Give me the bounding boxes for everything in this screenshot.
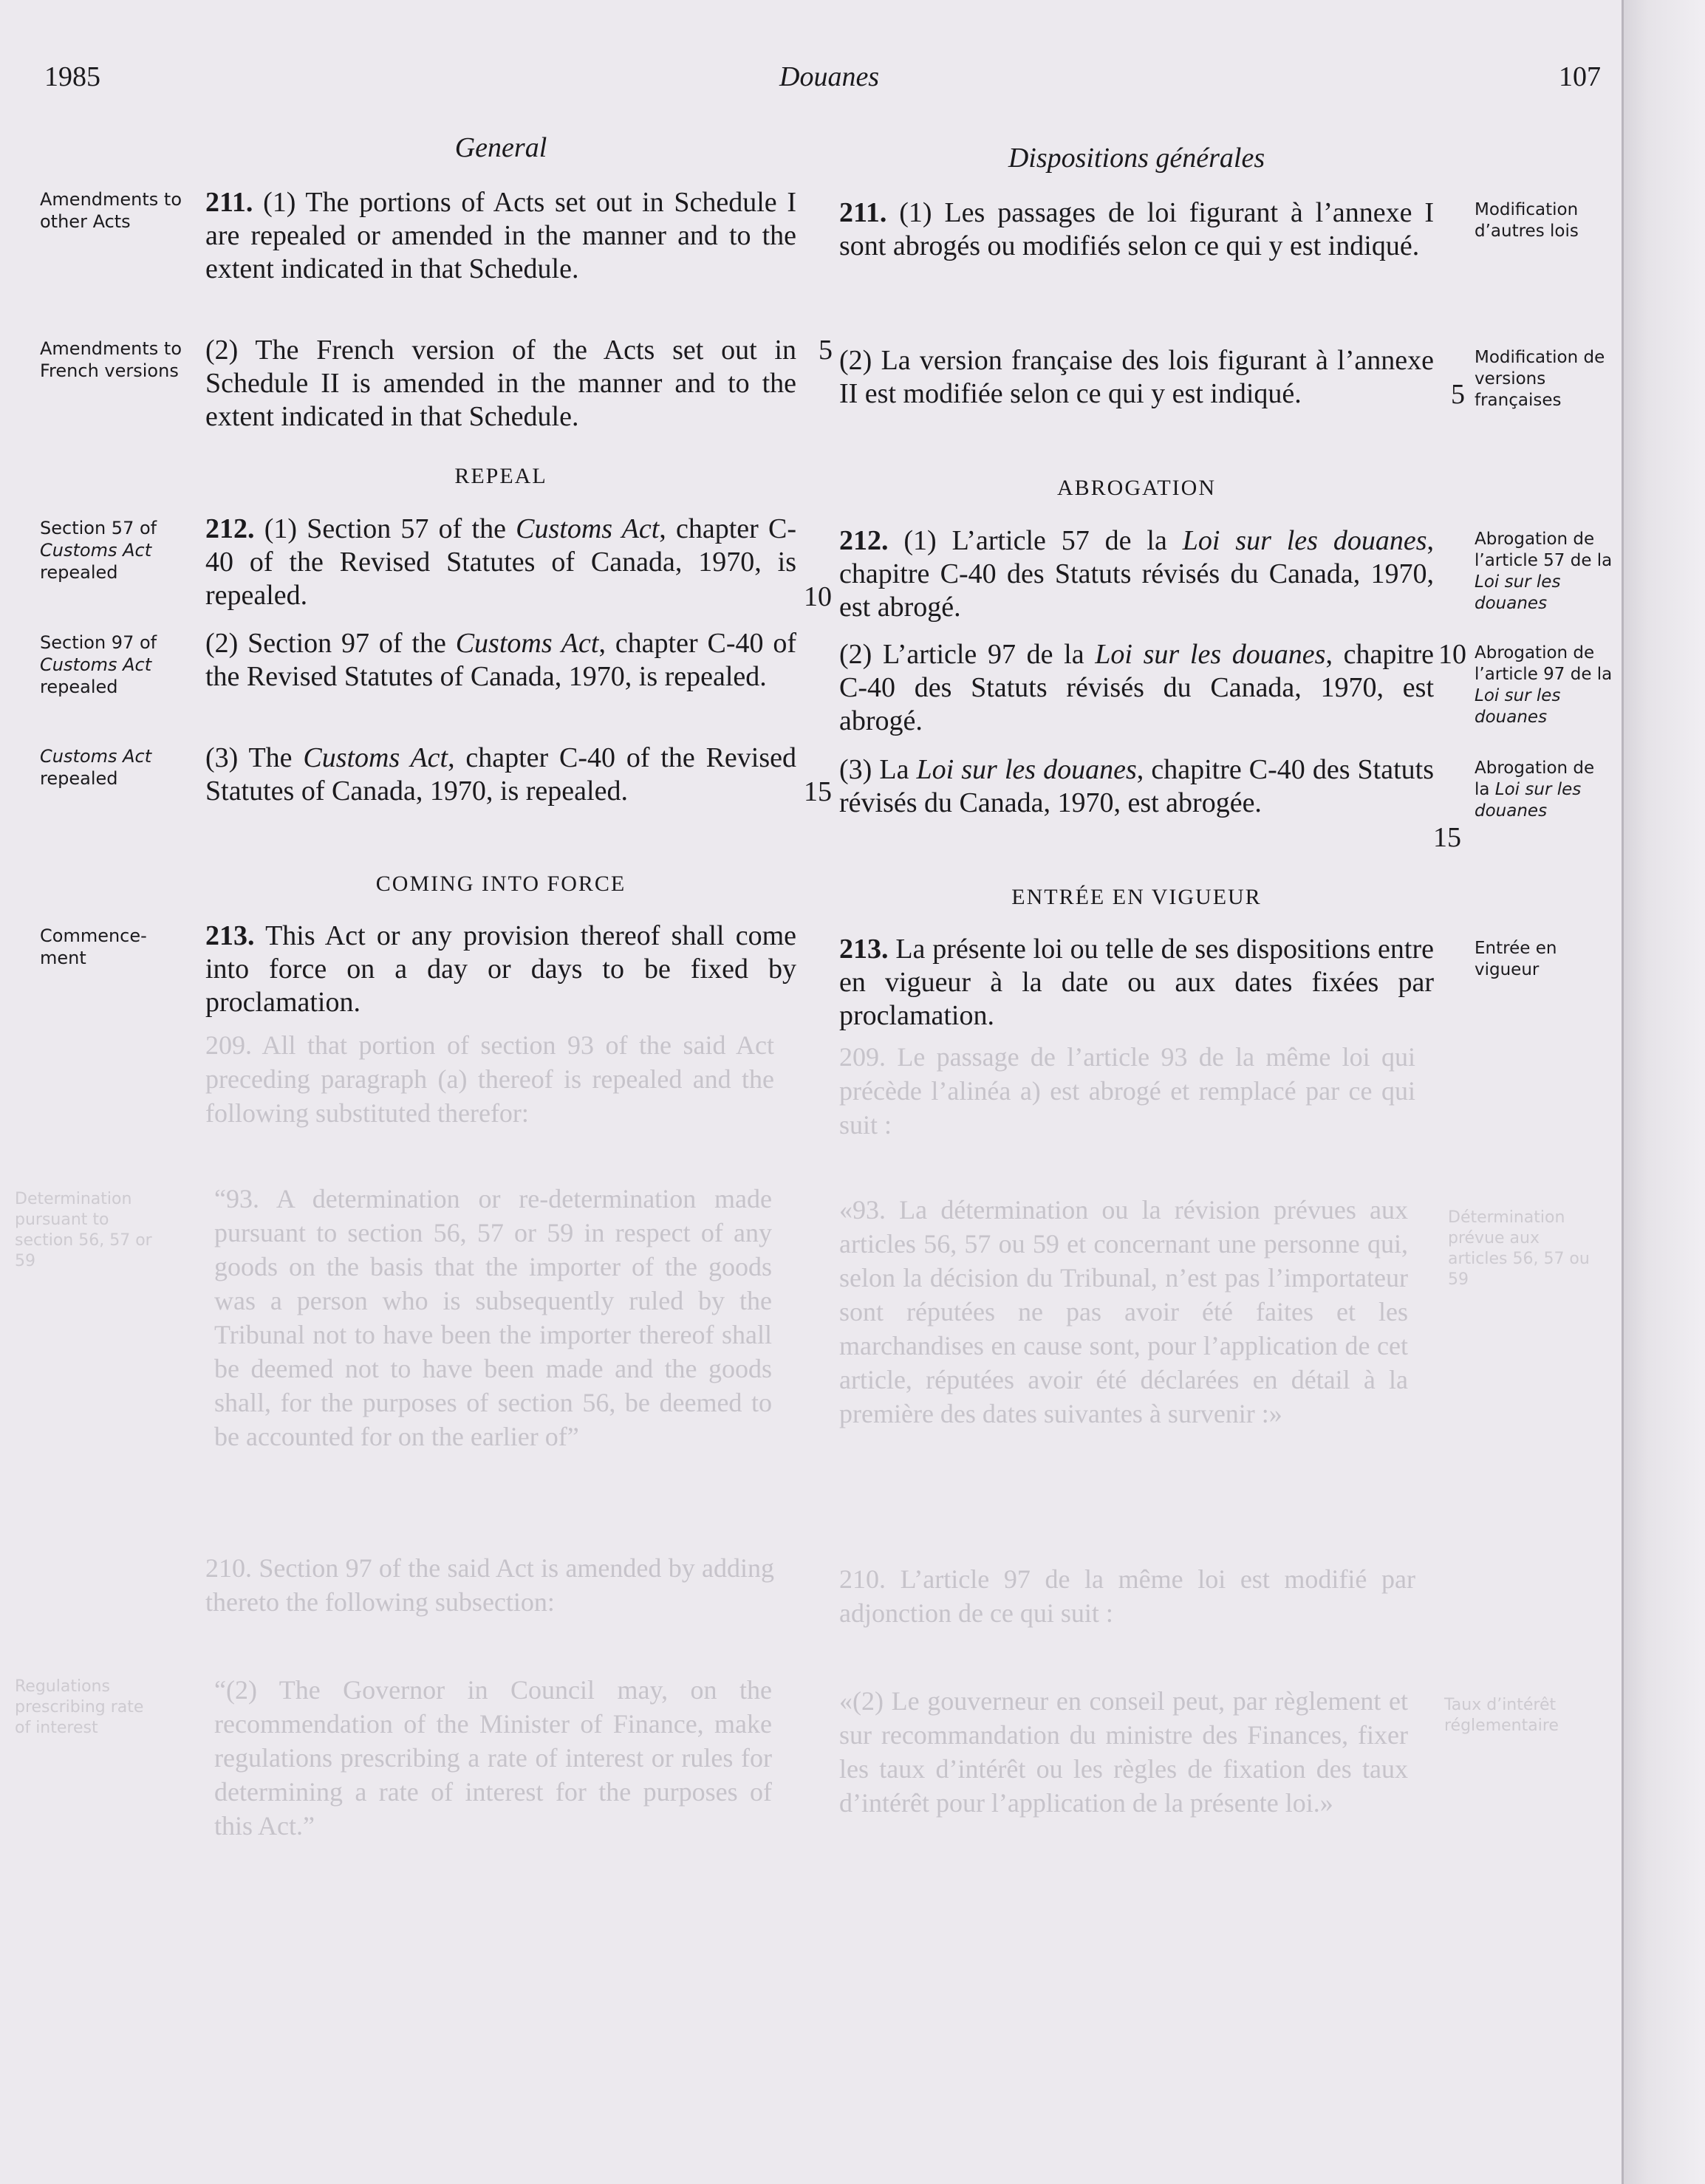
- section-212-3-fr: (3) La Loi sur les douanes, chapitre C-40 des Statuts révisés du Canada, 1970, est abrogée.: [839, 754, 1434, 818]
- general-heading-en: General: [454, 132, 547, 163]
- facing-page-edge: [1622, 0, 1705, 2184]
- show-through-fr-93: «93. La détermination ou la révision prévues aux articles 56, 57 ou 59 et concernant une personne qui, selon la décision du Tribunal, n’est pas l’importateur sont réputées ne pas avoir été faites et les marchandises en cause sont, pour l’application de cet article, réputées avoir été déclarées en détail à la première des dates suivantes à survenir :»: [839, 1195, 1408, 1428]
- line-number-fr-10: 10: [1438, 639, 1466, 670]
- section-212-2-en: (2) Section 97 of the Customs Act, chapter C-40 of the Revised Statutes of Canada, 1970, is repealed.: [205, 628, 797, 692]
- line-number-en-10: 10: [804, 581, 832, 612]
- show-through-note-en-1: Determination pursuant to section 56, 57 or 59: [15, 1190, 152, 1270]
- marginal-note-fr-entree-vigueur: Entrée en vigueur: [1475, 939, 1557, 979]
- coming-into-force-heading-en: COMING INTO FORCE: [375, 872, 626, 896]
- section-211-1-en: 211. (1) The portions of Acts set out in Schedule I are repealed or amended in the manner and to the extent indicated in that Schedule.: [205, 187, 796, 284]
- line-number-en-15: 15: [804, 776, 832, 807]
- header-page-number: 107: [1559, 61, 1601, 92]
- marginal-note-fr-modification-autres: Modification d’autres lois: [1475, 200, 1579, 241]
- marginal-note-fr-modification-versions: Modification de versions françaises: [1475, 348, 1605, 410]
- section-211-2-en: (2) The French version of the Acts set out in Schedule II is amended in the manner and to the extent indicated in that Schedule.: [205, 335, 796, 432]
- marginal-note-fr-article-97: Abrogation de l’article 97 de la Loi sur les douanes: [1475, 643, 1613, 727]
- show-through-note-en-2: Regulations prescribing rate of interest: [15, 1677, 144, 1737]
- show-through-fr-2: «(2) Le gouverneur en conseil peut, par règlement et sur recommandation du ministre des Finances, fixer les taux d’intérêt ou les règles de fixation des taux d’intérêt pour l’application de la présente loi.»: [839, 1686, 1408, 1818]
- general-heading-fr: Dispositions générales: [1008, 143, 1265, 174]
- marginal-note-fr-article-57: Abrogation de l’article 57 de la Loi sur les douanes: [1475, 530, 1613, 613]
- coming-into-force-heading-fr: ENTRÉE EN VIGUEUR: [1011, 885, 1262, 909]
- show-through-en-210: 210. Section 97 of the said Act is amended by adding thereto the following subsection:: [205, 1553, 774, 1617]
- repeal-heading-en: REPEAL: [454, 464, 547, 488]
- show-through-note-fr-2: Taux d’intérêt réglementaire: [1444, 1696, 1559, 1735]
- marginal-note-fr-loi-douanes: Abrogation de la Loi sur les douanes: [1475, 759, 1595, 821]
- section-213-en: 213. This Act or any provision thereof shall come into force on a day or days to be fixed by proclamation.: [205, 920, 796, 1018]
- show-through-en-2: “(2) The Governor in Council may, on the recommendation of the Minister of Finance, make regulations prescribing a rate of interest or rules for determining a rate of interest for the purposes of this Act.”: [214, 1675, 772, 1841]
- marginal-note-en-customs-act: Customs Act repealed: [40, 746, 152, 789]
- section-212-3-en: (3) The Customs Act, chapter C-40 of the Revised Statutes of Canada, 1970, is repealed.: [205, 742, 797, 807]
- section-212-2-fr: (2) L’article 97 de la Loi sur les douanes, chapitre C-40 des Statuts révisés du Canada, 1970, est abrogé.: [839, 639, 1434, 736]
- header-title: Douanes: [779, 61, 880, 92]
- section-213-fr: 213. La présente loi ou telle de ses dispositions entre en vigueur à la date ou aux dates fixées par proclamation.: [839, 934, 1434, 1031]
- show-through-fr-209: 209. Le passage de l’article 93 de la même loi qui précède l’alinéa a) est abrogé et remplacé par ce qui suit :: [839, 1042, 1415, 1140]
- line-number-fr-15: 15: [1433, 822, 1461, 853]
- marginal-note-en-amendments-french: Amendments to French versions: [40, 338, 182, 381]
- section-211-1-fr: 211. (1) Les passages de loi figurant à l’annexe I sont abrogés ou modifiés selon ce qui y est indiqué.: [839, 197, 1434, 261]
- marginal-note-en-amendments-other: Amendments to other Acts: [40, 189, 182, 232]
- section-212-1-en: 212. (1) Section 57 of the Customs Act, chapter C-40 of the Revised Statutes of Canada, 1970, is repealed.: [205, 513, 797, 611]
- section-212-1-fr: 212. (1) L’article 57 de la Loi sur les douanes, chapitre C-40 des Statuts révisés du Canada, 1970, est abrogé.: [839, 525, 1435, 623]
- marginal-note-en-section-57: Section 57 of Customs Act repealed: [40, 518, 157, 583]
- line-number-fr-5: 5: [1451, 379, 1465, 410]
- section-211-2-fr: (2) La version française des lois figurant à l’annexe II est modifiée selon ce qui y est indiqué.: [839, 345, 1434, 409]
- header-year: 1985: [44, 61, 100, 92]
- line-number-en-5: 5: [819, 335, 833, 366]
- show-through-en-93: “93. A determination or re-determination made pursuant to section 56, 57 or 59 in respect of any goods on the basis that the importer of the goods was a person who is subsequently ruled by the Tribunal not to have been the importer thereof shall be deemed not to have been made and the goods shall, for the purposes of section 56, be deemed to be accounted for on the earlier of”: [214, 1184, 772, 1451]
- show-through-en-209: 209. All that portion of section 93 of the said Act preceding paragraph (a) thereof is repealed and the following substituted therefor:: [205, 1030, 774, 1128]
- show-through-note-fr-1: Détermination prévue aux articles 56, 57 ou 59: [1448, 1208, 1590, 1289]
- repeal-heading-fr: ABROGATION: [1057, 476, 1216, 500]
- section-number: 211.: [205, 187, 253, 218]
- show-through-fr-210: 210. L’article 97 de la même loi est modifié par adjonction de ce qui suit :: [839, 1564, 1415, 1628]
- marginal-note-en-commencement: Commence-ment: [40, 925, 147, 968]
- marginal-note-en-section-97: Section 97 of Customs Act repealed: [40, 632, 157, 697]
